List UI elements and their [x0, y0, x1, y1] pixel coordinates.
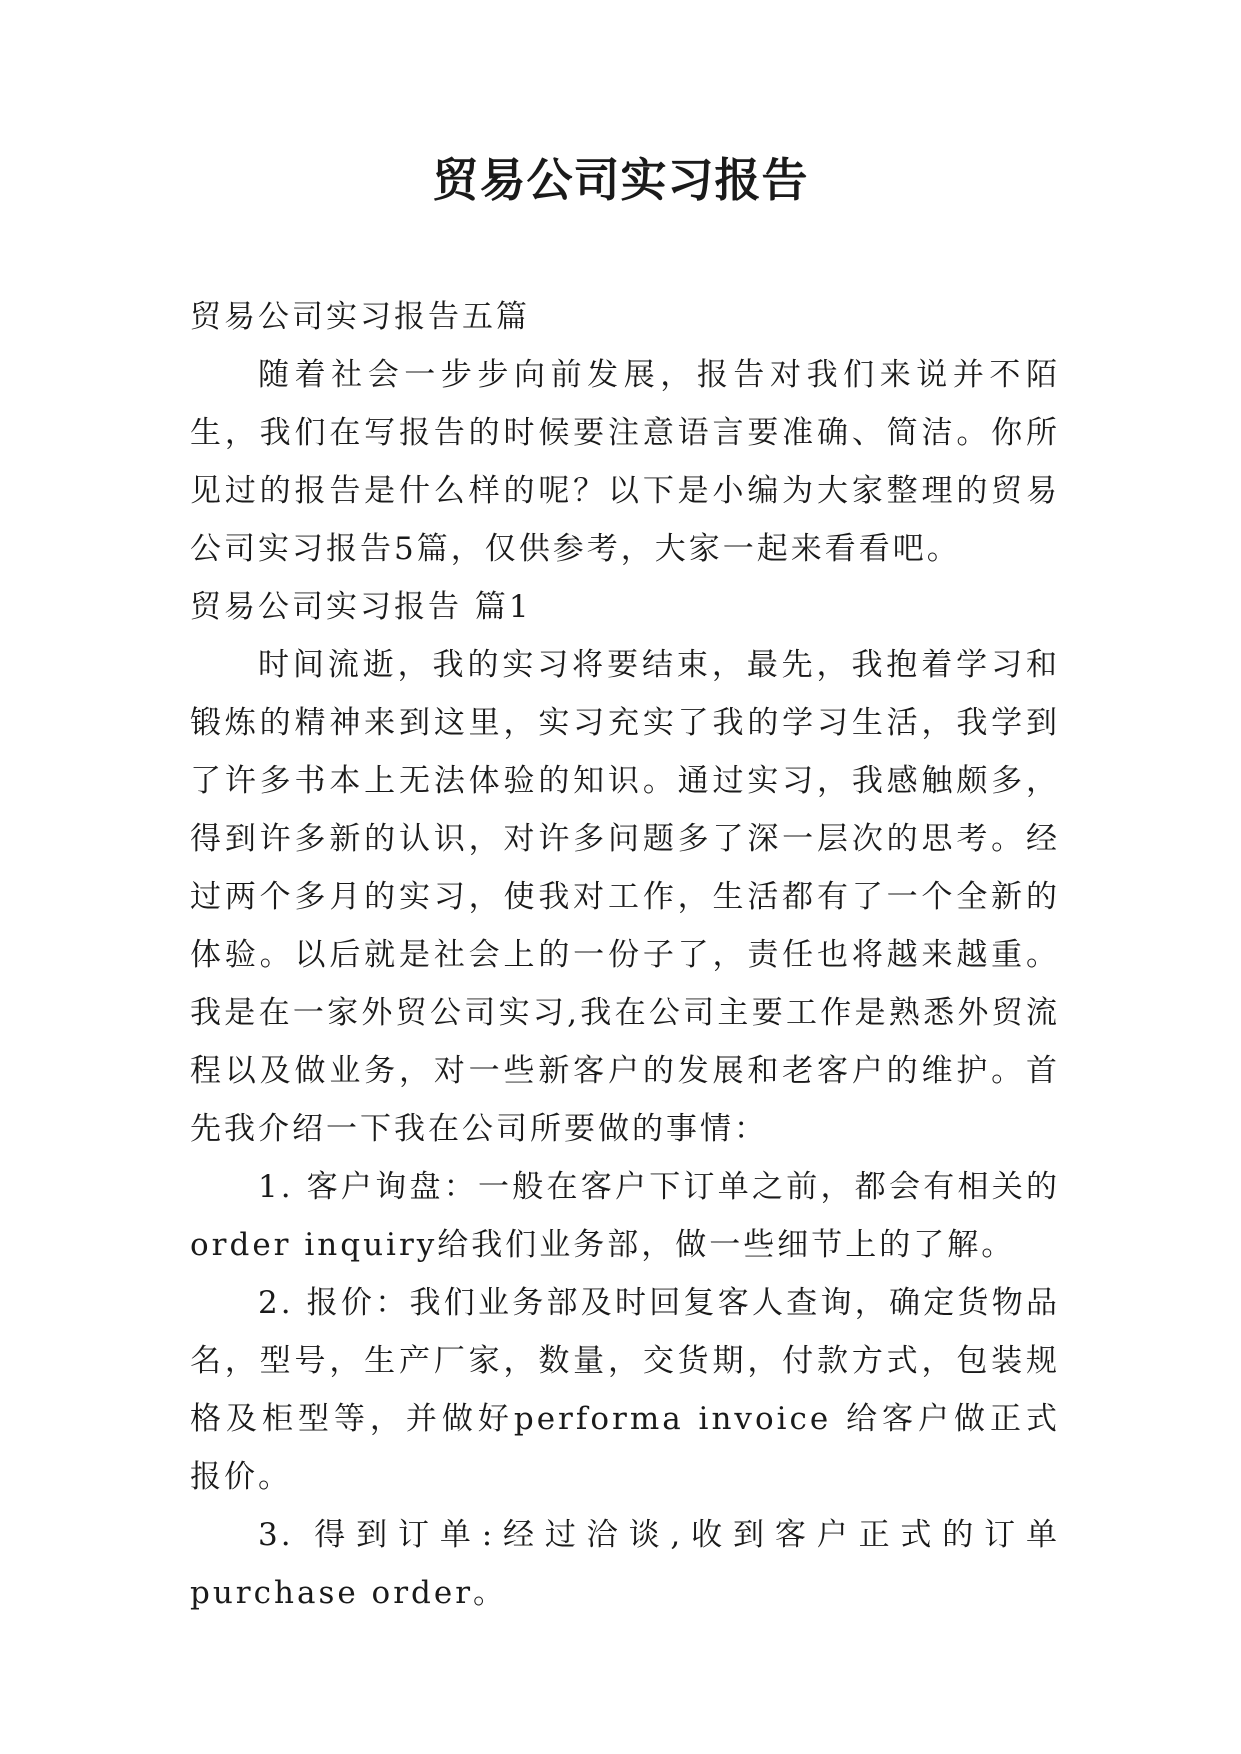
list-item-3: 3. 得到订单:经过洽谈,收到客户正式的订单purchase order。 [190, 1517, 1060, 1611]
section-heading: 贸易公司实习报告 篇1 [190, 589, 532, 625]
list-item-2: 2. 报价：我们业务部及时回复客人查询，确定货物品名，型号，生产厂家，数量，交货期，付款方式，包装规格及柜型等，并做好performa invoice 给客户做正式报价。 [190, 1285, 1060, 1495]
section-paragraph: 时间流逝，我的实习将要结束，最先，我抱着学习和锻炼的精神来到这里，实习充实了我的学习生活，我学到了许多书本上无法体验的知识。通过实习，我感触颇多，得到许多新的认识，对许多问题多了深一层次的思考。经过两个多月的实习，使我对工作，生活都有了一个全新的体验。以后就是社会上的一份子了，责任也将越来越重。我是在一家外贸公司实习,我在公司主要工作是熟悉外贸流程以及做业务，对一些新客户的发展和老客户的维护。首先我介绍一下我在公司所要做的事情： [190, 647, 1060, 1147]
subtitle-line: 贸易公司实习报告五篇 [190, 299, 530, 335]
list-item-1: 1. 客户询盘：一般在客户下订单之前，都会有相关的order inquiry给我们业务部，做一些细节上的了解。 [190, 1169, 1060, 1263]
intro-paragraph: 随着社会一步步向前发展，报告对我们来说并不陌生，我们在写报告的时候要注意语言要准确、简洁。你所见过的报告是什么样的呢？以下是小编为大家整理的贸易公司实习报告5篇，仅供参考，大家一起来看看吧。 [190, 357, 1060, 567]
document-title: 贸易公司实习报告 [432, 153, 809, 207]
document-body [190, 288, 1060, 1622]
